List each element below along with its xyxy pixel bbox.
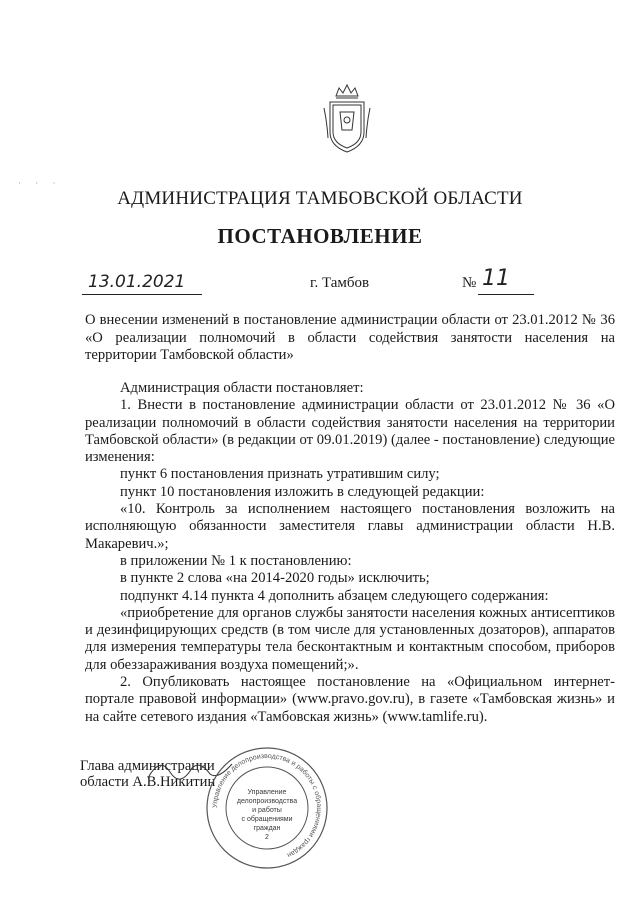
- document-body: [85, 380, 615, 726]
- body-paragraph-9: 2. Опубликовать настоящее постановление на «Официальном интернет-портале правовой информации» (www.pravo.gov.ru), в газете «Тамбовская жизнь» и на сайте сетевого издания «Тамбовская жизнь» (www.tamlife.ru).: [85, 674, 615, 725]
- document-type: ПОСТАНОВЛЕНИЕ: [217, 224, 423, 248]
- body-paragraph-8: «приобретение для органов службы занятости населения кожных антисептиков и дезинфицирующих средств (в том числе для установленных дозаторов), аппаратов для измерения температуры тела бесконтактным и контактным способом, приборов для обеззараживания воздуха помещений;».: [85, 604, 615, 673]
- body-paragraph-1: 1. Внести в постановление администрации области от 23.01.2012 № 36 «О реализации полномочий в области содействия занятости населения на территории Тамбовской области» (в редакции от 09.01.2019) (далее - постановление) следующие изменения:: [85, 397, 615, 466]
- stamp-line-5: граждан: [253, 825, 281, 832]
- document-city: г. Тамбов: [310, 275, 370, 291]
- stamp-inner-text: [227, 788, 307, 842]
- document-date: 13.01.2021: [88, 272, 186, 292]
- organization-title: АДМИНИСТРАЦИЯ ТАМБОВСКОЙ ОБЛАСТИ: [117, 188, 523, 209]
- stamp-number: 2: [265, 834, 269, 841]
- body-intro: Администрация области постановляет:: [120, 380, 364, 396]
- body-paragraph-3: пункт 10 постановления изложить в следующей редакции:: [120, 483, 485, 500]
- signature-line-2: области А.В.Никитин: [80, 774, 216, 790]
- body-paragraph-6: в пункте 2 слова «на 2014-2020 годы» исключить;: [120, 570, 430, 587]
- number-underline: [478, 294, 534, 295]
- body-paragraph-7: подпункт 4.14 пункта 4 дополнить абзацем следующего содержания:: [120, 587, 549, 604]
- number-sign: №: [462, 275, 477, 291]
- stamp-line-2: делопроизводства: [236, 798, 298, 805]
- document-number: 11: [482, 266, 510, 291]
- body-paragraph-4: «10. Контроль за исполнением настоящего постановления возложить на исполняющую обязанности заместителя главы администрации области Н.В. Макаревич.»;: [85, 501, 615, 552]
- coat-of-arms-icon: [322, 82, 372, 154]
- date-underline: [82, 294, 202, 295]
- signature-line-1: Глава администрации: [80, 758, 215, 774]
- stamp-ring-text: Управление делопроизводства и работы с обращениями граждан: [211, 752, 323, 859]
- document-subject: О внесении изменений в постановление администрации области от 23.01.2012 № 36 «О реализации полномочий в области содействия занятости населения на территории Тамбовской области»: [85, 312, 615, 363]
- stamp-line-3: и работы: [252, 807, 282, 814]
- body-paragraph-5: в приложении № 1 к постановлению:: [120, 552, 352, 569]
- scan-artifact: · · ·: [18, 178, 62, 188]
- stamp-line-1: Управление: [247, 789, 287, 796]
- stamp-line-4: с обращениями: [241, 816, 293, 823]
- body-paragraph-2: пункт 6 постановления признать утратившим силу;: [120, 466, 440, 483]
